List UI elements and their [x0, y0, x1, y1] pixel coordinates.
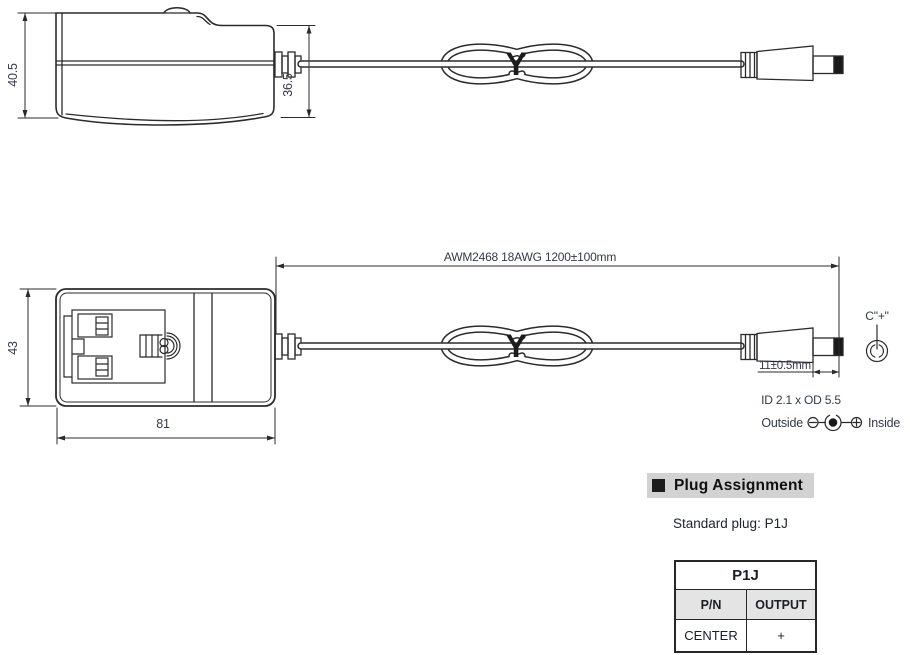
minus-terminal-icon	[808, 418, 818, 428]
col-header-output: OUTPUT	[747, 590, 817, 620]
dim-40-5-label: 40.5	[6, 63, 20, 87]
table-row	[675, 620, 816, 653]
cable-bottom	[301, 328, 741, 364]
dim-43-label: 43	[6, 341, 20, 355]
strain-relief-front	[275, 334, 301, 359]
dim-11mm-label: 11±0.5mm	[759, 360, 811, 372]
dim-36-5-label: 36.5	[281, 73, 295, 97]
dim-height-front	[6, 289, 56, 406]
plug-assignment-table	[674, 560, 817, 653]
dc-plug-side	[741, 46, 843, 81]
cable-tie-bottom: Y	[505, 328, 527, 364]
cable-length-label: AWM2468 18AWG 1200±100mm	[443, 250, 617, 264]
plug-spec-label: ID 2.1 x OD 5.5	[761, 393, 841, 407]
dim-cable-exit	[277, 26, 315, 118]
center-pin-icon	[825, 415, 841, 430]
standard-plug-label: Standard plug: P1J	[673, 516, 788, 531]
section-marker-icon	[652, 479, 665, 492]
dim-81-label: 81	[156, 417, 170, 431]
plus-terminal-icon	[852, 418, 862, 428]
dim-plug-length	[758, 360, 839, 377]
cell-output-polarity: +	[747, 620, 817, 653]
polarity-outside-label: Outside	[761, 416, 803, 430]
col-header-pn: P/N	[675, 590, 747, 620]
bottom-view	[6, 250, 900, 444]
plug-type-cell: P1J	[675, 561, 816, 590]
adapter-side-profile	[56, 8, 274, 125]
ac-plug-recess	[64, 310, 180, 383]
plug-assignment-title: Plug Assignment	[674, 476, 804, 494]
center-positive-callout	[865, 309, 888, 362]
dim-height-top-view	[6, 13, 58, 118]
table-row	[675, 590, 816, 620]
center-positive-label: C"+"	[865, 309, 889, 323]
table-row	[675, 561, 816, 590]
cell-center: CENTER	[675, 620, 747, 653]
dim-width-front	[57, 408, 275, 444]
dc-plug-front	[741, 328, 843, 363]
cable-top	[301, 46, 741, 82]
top-view	[6, 8, 843, 125]
cable-tie-top: Y	[505, 46, 527, 82]
polarity-inside-label: Inside	[868, 416, 901, 430]
plug-spec-legend	[761, 393, 900, 431]
plug-assignment-header	[647, 473, 814, 498]
